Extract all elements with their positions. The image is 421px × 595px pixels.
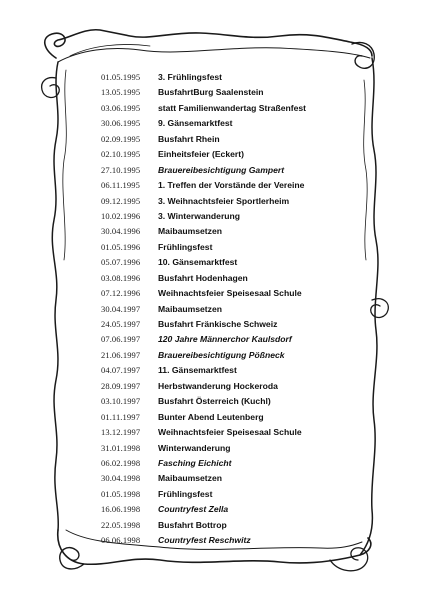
- event-row: [101, 456, 341, 471]
- event-date: 21.06.1997: [101, 349, 141, 360]
- event-row: [101, 502, 341, 517]
- event-name: Weihnachtsfeier Speisesaal Schule: [158, 288, 302, 299]
- event-date: 03.06.1995: [101, 102, 141, 113]
- event-date: 02.10.1995: [101, 149, 141, 160]
- event-name: Busfahrt Hodenhagen: [158, 272, 248, 283]
- event-row: [101, 85, 341, 100]
- event-name: 3. Winterwanderung: [158, 210, 241, 221]
- event-name: Herbstwanderung Hockeroda: [158, 380, 278, 391]
- event-row: [101, 209, 341, 224]
- scroll-left-edge: [52, 62, 58, 530]
- event-date: 02.09.1995: [101, 133, 141, 144]
- event-name: 3. Frühlingsfest: [158, 72, 222, 82]
- event-name: Busfahrt Fränkische Schweiz: [158, 319, 278, 329]
- event-list: [101, 70, 341, 549]
- event-name: BusfahrtBurg Saalenstein: [158, 87, 264, 98]
- event-row: [101, 302, 341, 317]
- event-date: 10.02.1996: [101, 210, 141, 221]
- event-date: 28.09.1997: [101, 380, 141, 391]
- event-date: 13.05.1995: [101, 87, 141, 98]
- scroll-bottom-left-roll: [60, 548, 84, 569]
- event-date: 05.07.1996: [101, 257, 141, 268]
- event-date: 03.08.1996: [101, 272, 141, 283]
- event-row: [101, 379, 341, 394]
- event-name: Frühlingsfest: [158, 241, 213, 252]
- event-name: Countryfest Zella: [158, 504, 229, 515]
- event-name: Bunter Abend Leutenberg: [158, 411, 264, 422]
- event-row: [101, 425, 341, 440]
- event-date: 07.06.1997: [101, 334, 141, 345]
- event-name: 11. Gänsemarktfest: [158, 365, 237, 376]
- event-date: 04.07.1997: [101, 365, 141, 376]
- event-row: [101, 332, 341, 347]
- event-date: 13.12.1997: [101, 427, 141, 438]
- event-date: 06.11.1995: [101, 180, 140, 191]
- event-date: 09.12.1995: [101, 195, 141, 206]
- event-date: 06.02.1998: [101, 457, 141, 468]
- event-row: [101, 240, 341, 255]
- event-name: 120 Jahre Männerchor Kaulsdorf: [158, 334, 292, 345]
- event-name: Maibaumsetzen: [158, 226, 222, 237]
- event-date: 01.05.1995: [101, 72, 141, 82]
- event-row: [101, 70, 341, 85]
- event-row: [101, 255, 341, 270]
- event-name: Brauereibesichtigung Gampert: [158, 164, 285, 175]
- event-row: [101, 286, 341, 301]
- event-row: [101, 410, 341, 425]
- scroll-top-curl: [45, 30, 372, 58]
- event-name: statt Familienwandertag Straßenfest: [158, 102, 307, 113]
- event-row: [101, 348, 341, 363]
- event-name: Weihnachtsfeier Speisesaal Schule: [158, 427, 302, 438]
- event-date: 01.05.1996: [101, 241, 141, 252]
- scroll-right-roll: [371, 299, 389, 318]
- event-row: [101, 441, 341, 456]
- event-date: 30.06.1995: [101, 118, 141, 129]
- event-date: 22.05.1998: [101, 519, 141, 530]
- event-row: [101, 224, 341, 239]
- event-name: Einheitsfeier (Eckert): [158, 149, 244, 160]
- event-date: 01.05.1998: [101, 488, 141, 499]
- event-name: 10. Gänsemarktfest: [158, 257, 238, 268]
- event-name: Maibaumsetzen: [158, 473, 222, 484]
- event-name: 3. Weihnachtsfeier Sportlerheim: [158, 195, 290, 206]
- event-date: 03.10.1997: [101, 396, 141, 407]
- event-name: Maibaumsetzen: [158, 303, 222, 314]
- event-name: Winterwanderung: [158, 442, 231, 453]
- event-row: [101, 487, 341, 502]
- event-name: Fasching Eichicht: [158, 457, 232, 468]
- event-date: 06.06.1998: [101, 535, 141, 546]
- event-row: [101, 363, 341, 378]
- scroll-right-edge: [360, 58, 378, 555]
- event-date: 30.04.1997: [101, 303, 141, 314]
- event-name: Countryfest Reschwitz: [158, 535, 251, 546]
- event-row: [101, 163, 341, 178]
- event-date: 01.11.1997: [101, 411, 140, 422]
- event-row: [101, 147, 341, 162]
- event-row: [101, 116, 341, 131]
- event-date: 30.04.1996: [101, 226, 141, 237]
- event-row: [101, 518, 341, 533]
- event-row: [101, 471, 341, 486]
- event-name: 9. Gänsemarktfest: [158, 118, 233, 129]
- event-date: 31.01.1998: [101, 442, 141, 453]
- event-row: [101, 194, 341, 209]
- event-row: [101, 132, 341, 147]
- event-row: [101, 317, 341, 332]
- event-date: 16.06.1998: [101, 504, 141, 515]
- event-name: Frühlingsfest: [158, 488, 213, 499]
- event-row: [101, 271, 341, 286]
- event-row: [101, 394, 341, 409]
- event-date: 07.12.1996: [101, 288, 141, 299]
- event-name: Busfahrt Österreich (Kuchl): [158, 396, 271, 407]
- event-name: 1. Treffen der Vorstände der Vereine: [158, 180, 305, 191]
- event-row: [101, 178, 341, 193]
- event-row: [101, 101, 341, 116]
- event-name: Busfahrt Rhein: [158, 133, 220, 144]
- event-name: Busfahrt Bottrop: [158, 519, 227, 530]
- event-date: 27.10.1995: [101, 164, 141, 175]
- event-row: [101, 533, 341, 548]
- event-date: 30.04.1998: [101, 473, 141, 484]
- event-name: Brauereibesichtigung Pößneck: [158, 349, 285, 360]
- event-date: 24.05.1997: [101, 319, 141, 329]
